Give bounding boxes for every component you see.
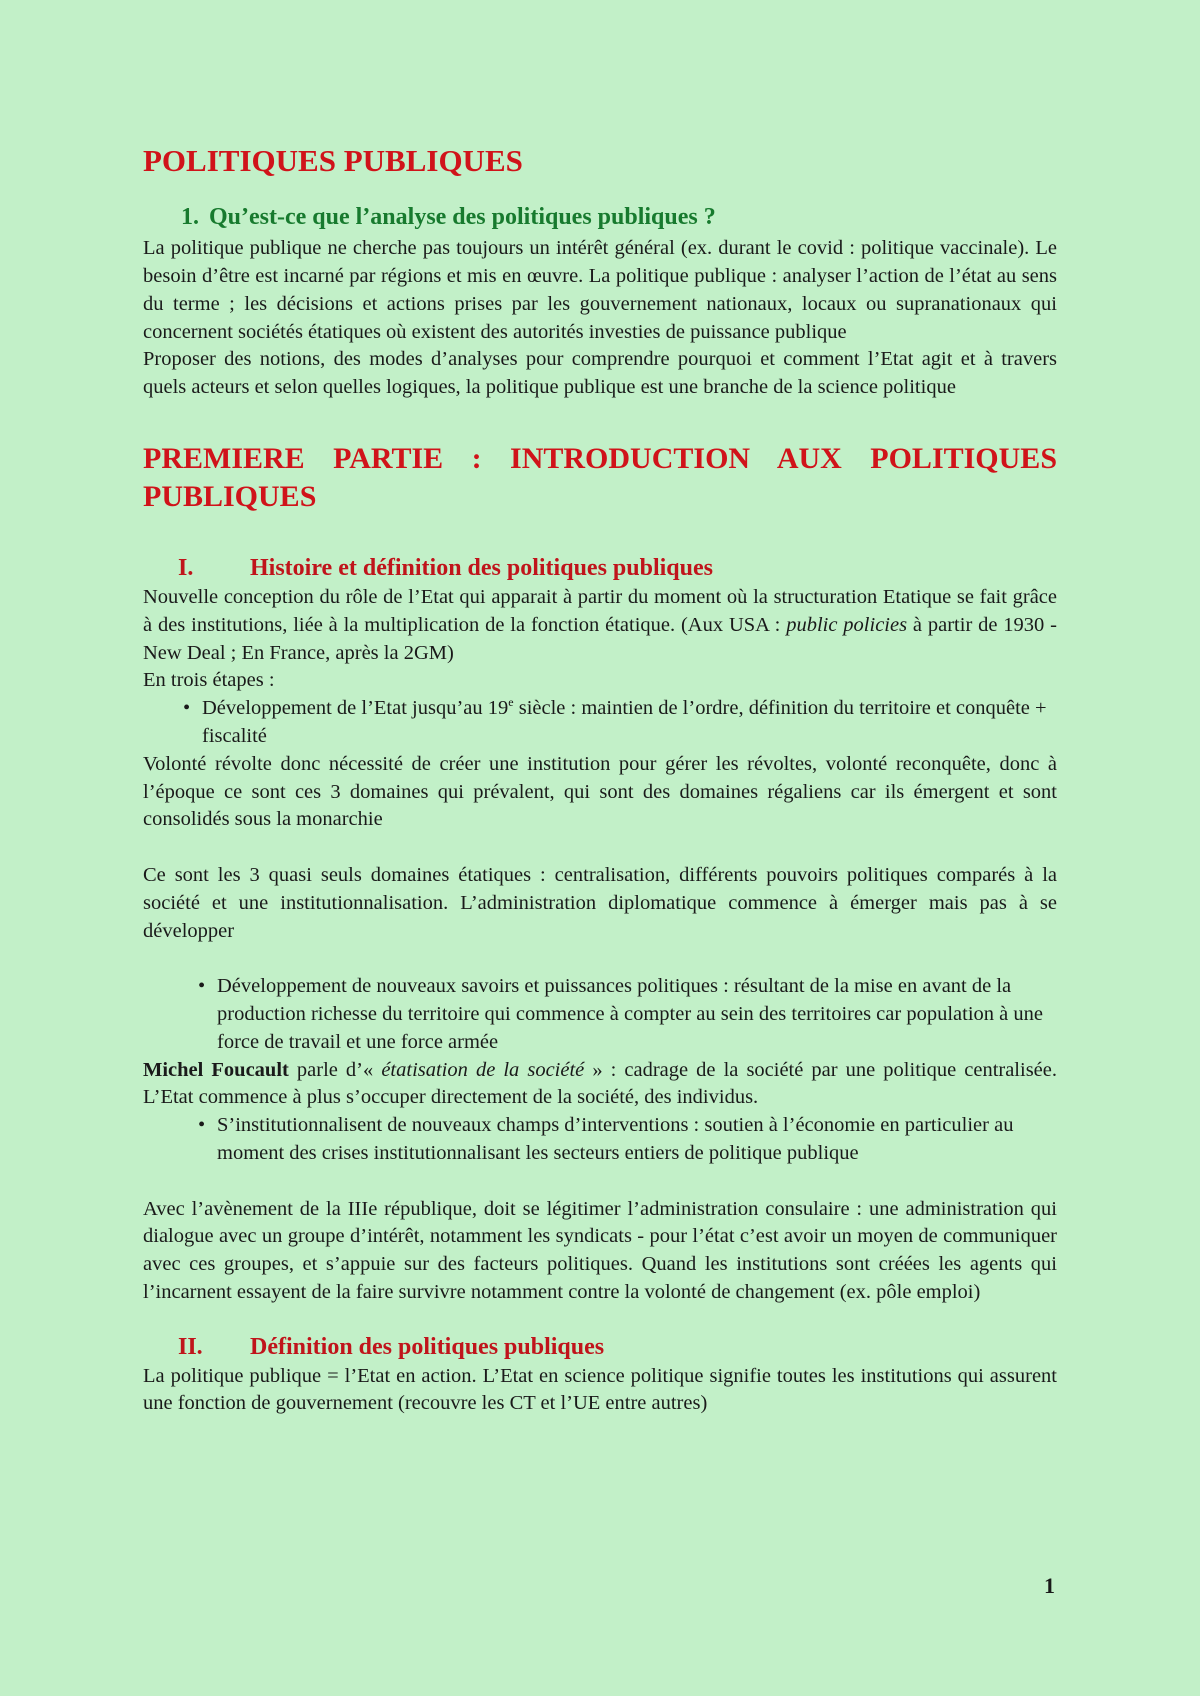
section-1-paragraph-5-italic: étatisation de la société xyxy=(381,1058,585,1081)
list-item xyxy=(143,973,1057,1056)
spacer xyxy=(143,1168,1057,1196)
page-number: 1 xyxy=(1044,1573,1055,1598)
section-1-paragraph-4: Ce sont les 3 quasi seuls domaines étatiques : centralisation, différents pouvoirs politiques comparés à la société et une institutionnalisation. L’administration diplomatique commence à émerger mais pas à se développer xyxy=(143,863,1057,942)
bullet-1-text-a: Développement de l’Etat jusqu’au 19 xyxy=(202,697,509,720)
document-title: POLITIQUES PUBLIQUES xyxy=(143,143,523,178)
section-1-paragraph-1-italic: public policies xyxy=(786,613,908,636)
section-1-paragraph-5-text-b: » : cadrage de la société par une politique centralisée. L’Etat commence à plus s’occuper directement de la société, des individus. xyxy=(143,1058,1058,1109)
section-1-title: Histoire et définition des politiques publiques xyxy=(250,554,713,581)
section-1-paragraph-3: Volonté révolte donc nécessité de créer une institution pour gérer les révoltes, volonté reconquête, donc à l’époque ce sont ces 3 domaines qui prévalent, qui sont des domaines régaliens car ils émergent et sont consolidés sous la monarchie xyxy=(143,752,1057,831)
bullet-1-text-b: siècle : maintien de l’ordre, définition du territoire et conquête + fiscalité xyxy=(202,697,1047,747)
bullet-list-1 xyxy=(143,695,1057,751)
section-1-number: I. xyxy=(178,554,194,581)
section-1-paragraph-2: En trois étapes : xyxy=(143,669,275,692)
section-2-title: Définition des politiques publiques xyxy=(250,1333,605,1360)
section-1-paragraph-1-text-a: Nouvelle conception du rôle de l’Etat qui apparait à partir du moment où la structuration Etatique se fait grâce à des institutions, liée à la multiplication de la fonction étatique. (Aux USA : xyxy=(143,585,1057,636)
section-1-paragraph-5 xyxy=(143,1057,1057,1113)
section-1-paragraph-6: Avec l’avènement de la IIIe république, doit se légitimer l’administration consulaire : une administration qui dialogue avec un groupe d’intérêt, notamment les syndicats - pour l’état c’est avoir un moyen de communiquer avec ces groupes, et s’appuie sur des facteurs politiques. Quand les institutions sont créées les agents qui l’incarnent essayent de la faire survivre notamment contre la volonté de changement (ex. pôle emploi) xyxy=(143,1197,1057,1303)
list-item xyxy=(143,695,1057,751)
bullet-1-superscript: e xyxy=(508,695,514,710)
question-number: 1. xyxy=(181,204,199,231)
section-2-number: II. xyxy=(178,1333,203,1360)
question-heading xyxy=(181,204,1057,231)
spacer xyxy=(143,834,1057,862)
section-1-paragraph-1 xyxy=(143,584,1057,667)
part-title: PREMIERE PARTIE : INTRODUCTION AUX POLITIQUES PUBLIQUES xyxy=(143,441,1057,513)
intro-paragraph-2: Proposer des notions, des modes d’analyses pour comprendre pourquoi et comment l’Etat agit et à travers quels acteurs et selon quelles logiques, la politique publique est une branche de la science politique xyxy=(143,348,1057,399)
bullet-icon: • xyxy=(198,975,206,998)
bullet-icon: • xyxy=(183,697,191,720)
bullet-list-2 xyxy=(143,973,1057,1056)
question-text: Qu’est-ce que l’analyse des politiques publiques ? xyxy=(209,204,716,231)
section-1-heading xyxy=(178,552,1057,584)
bullet-icon: • xyxy=(198,1114,206,1137)
section-2-paragraph-1: La politique publique = l’Etat en action. L’Etat en science politique signifie toutes les institutions qui assurent une fonction de gouvernement (recouvre les CT et l’UE entre autres) xyxy=(143,1364,1057,1415)
section-2-heading xyxy=(178,1331,1057,1363)
author-name: Michel Foucault xyxy=(143,1058,289,1081)
spacer xyxy=(143,945,1057,973)
section-1-paragraph-1-text-b: à partir de 1930 - New Deal ; En France, après la 2GM) xyxy=(143,613,1057,664)
intro-paragraph-1: La politique publique ne cherche pas toujours un intérêt général (ex. durant le covid : politique vaccinale). Le besoin d’être est incarné par régions et mis en œuvre. La politique publique : analyser l’action de l’état au sens du terme ; les décisions et actions prises par les gouvernement nationaux, locaux ou supranationaux qui concernent sociétés étatiques où existent des autorités investies de puissance publique xyxy=(143,237,1057,343)
bullet-list-3 xyxy=(143,1112,1057,1168)
page-content xyxy=(143,142,1057,1418)
bullet-2-text: Développement de nouveaux savoirs et puissances politiques : résultant de la mise en avant de la production richesse du territoire qui commence à compter au sein des territoires car population à une force de travail et une force armée xyxy=(217,975,1043,1053)
bullet-3-text: S’institutionnalisent de nouveaux champs d’interventions : soutien à l’économie en particulier au moment des crises institutionnalisant les secteurs entiers de politique publique xyxy=(217,1114,1014,1164)
section-1-paragraph-5-text-a: parle d’« xyxy=(288,1058,382,1081)
list-item xyxy=(143,1112,1057,1168)
